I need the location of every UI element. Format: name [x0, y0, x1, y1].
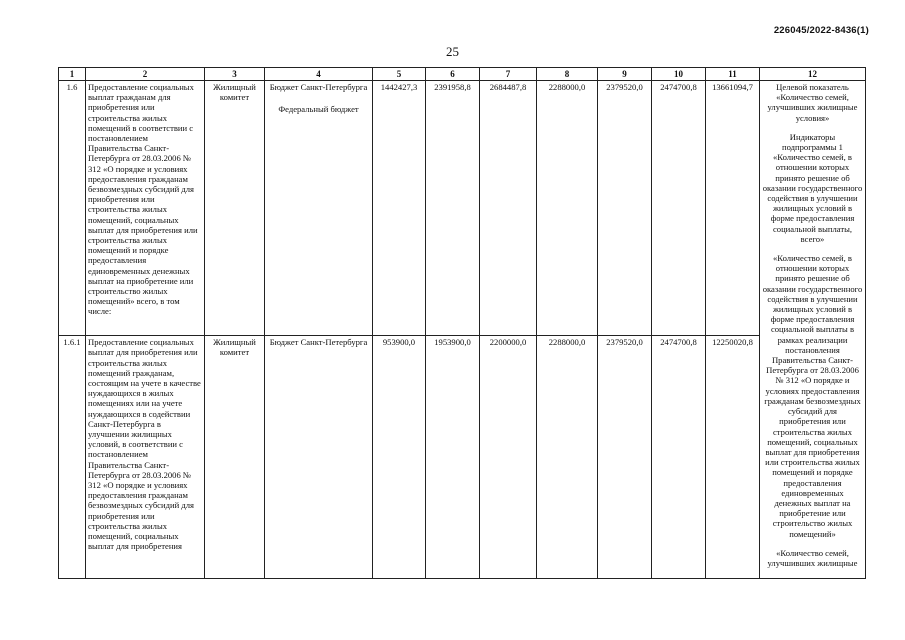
value-col-5: 953900,0	[373, 336, 426, 579]
value-col-6: 2391958,8	[426, 81, 480, 336]
col-header-4: 4	[265, 68, 373, 81]
indicator-target: Целевой показатель «Количество семей, улучшивших жилищные условия»	[767, 82, 858, 123]
col-header-2: 2	[86, 68, 205, 81]
value-col-8: 2288000,0	[537, 81, 598, 336]
row-executor: Жилищный комитет	[205, 81, 265, 336]
col-header-7: 7	[480, 68, 537, 81]
col-header-8: 8	[537, 68, 598, 81]
col-header-1: 1	[59, 68, 86, 81]
row-funding-source	[265, 336, 373, 579]
value-col-9: 2379520,0	[598, 81, 652, 336]
value-col-8: 2288000,0	[537, 336, 598, 579]
value-col-7: 2200000,0	[480, 336, 537, 579]
document-id: 226045/2022-8436(1)	[773, 25, 869, 36]
header-row	[59, 68, 866, 81]
col-header-9: 9	[598, 68, 652, 81]
col-header-11: 11	[706, 68, 760, 81]
indicator-resolution-312: «Количество семей, в отношении которых принято решение об оказании государственного содействия в улучшении жилищных условий в форме предоставления социальной выплаты в рамках реализации постановления Правительства Санкт-Петербурга от 28.03.2006 № 312 «О порядке и условиях предоставления гражданам безвозмездных субсидий для приобретения или строительства жилых помещений, социальных выплат для приобретения или строительства жилых помещений и порядке предоставления единовременных денежных выплат на приобретение или строительство жилых помещений»	[762, 253, 863, 539]
value-col-5: 1442427,3	[373, 81, 426, 336]
row-number: 1.6.1	[59, 336, 86, 579]
col-header-3: 3	[205, 68, 265, 81]
indicator-improved-families: «Количество семей, улучшивших жилищные	[767, 547, 858, 568]
value-col-11: 12250020,8	[706, 336, 760, 579]
row-description: Предоставление социальных выплат гражданам для приобретения или строительства жилых помещений в соответствии с постановлением Правительства Санкт-Петербурга от 28.03.2006 № 312 «О порядке и условиях предоставления гражданам безвозмездных субсидий для приобретения или строительства жилых помещений, социальных выплат для приобретения или строительства жилых помещений и порядке предоставления единовременных денежных выплат на приобретение или строительство жилых помещений» всего, в том числе:	[86, 81, 205, 336]
col-header-6: 6	[426, 68, 480, 81]
row-funding-source	[265, 81, 373, 336]
row-description: Предоставление социальных выплат для приобретения или строительства жилых помещений гражданам, состоящим на учете в качестве нуждающихся в жилых помещениях или на учете нуждающихся в содействии Санкт-Петербурга в улучшении жилищных условий, в соответствии с постановлением Правительства Санкт-Петербурга от 28.03.2006 № 312 «О порядке и условиях предоставления гражданам безвозмездных субсидий для приобретения или строительства жилых помещений, социальных выплат для приобретения	[86, 336, 205, 579]
value-col-7: 2684487,8	[480, 81, 537, 336]
value-col-9: 2379520,0	[598, 336, 652, 579]
col-header-10: 10	[652, 68, 706, 81]
program-table	[58, 67, 866, 579]
col-header-12: 12	[760, 68, 866, 81]
page-number: 25	[446, 44, 459, 59]
row-executor: Жилищный комитет	[205, 336, 265, 579]
table-row	[59, 336, 866, 579]
row-number: 1.6	[59, 81, 86, 336]
value-col-6: 1953900,0	[426, 336, 480, 579]
indicator-subprogram: Индикаторы подпрограммы 1 «Количество семей, в отношении которых принято решение об оказании государственного содействия в улучшении жилищных условий в форме предоставления социальной выплаты, всего»	[762, 131, 863, 244]
funding-source-regional: Бюджет Санкт-Петербурга	[269, 82, 368, 92]
funding-source-federal: Федеральный бюджет	[278, 104, 359, 115]
value-col-10: 2474700,8	[652, 336, 706, 579]
value-col-10: 2474700,8	[652, 81, 706, 336]
indicators-cell	[760, 81, 866, 579]
col-header-5: 5	[373, 68, 426, 81]
table-row	[59, 81, 866, 336]
value-col-11: 13661094,7	[706, 81, 760, 336]
funding-source-regional: Бюджет Санкт-Петербурга	[269, 337, 368, 348]
